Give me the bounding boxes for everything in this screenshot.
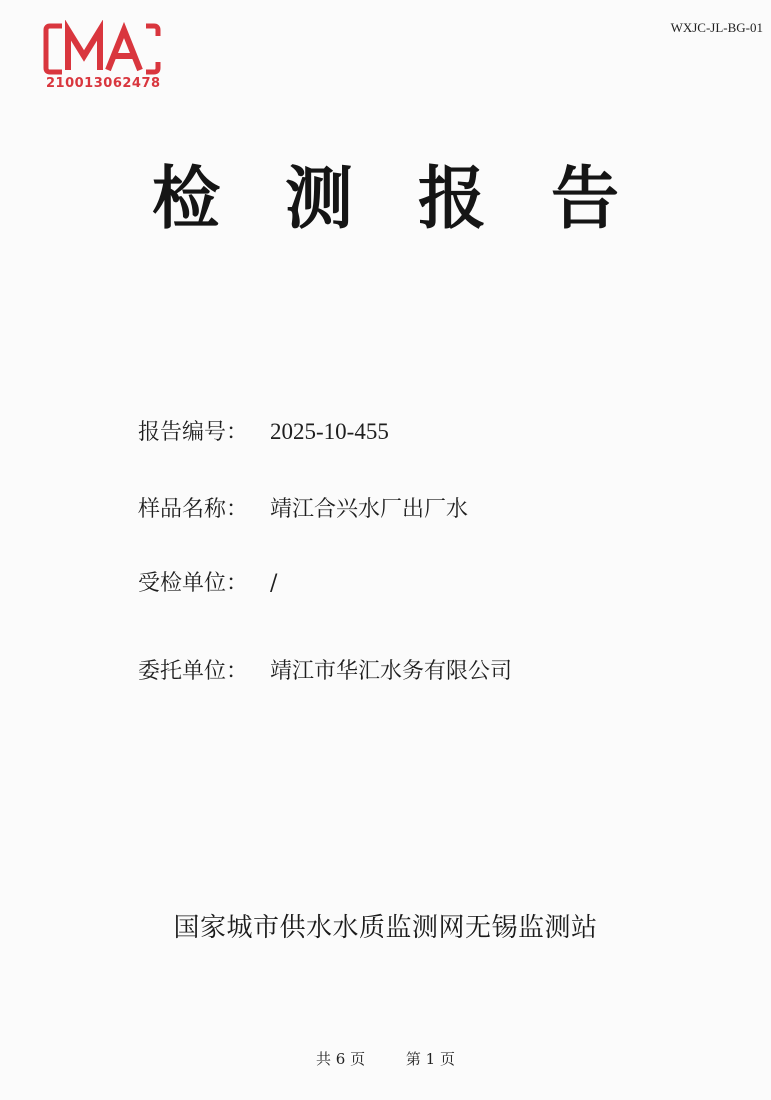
report-title [0,145,771,242]
client-unit-value: 靖江市华汇水务有限公司 [270,659,513,684]
page-current: 第 1 页 [405,1050,455,1068]
title-char: 告 [550,160,619,239]
title-char: 测 [284,160,353,239]
client-unit-label: 委托单位： [138,659,249,684]
cma-seal-logo [42,20,164,98]
page-indicator [0,1048,771,1069]
field-client-unit [138,654,512,685]
document-code: WXJC-JL-BG-01 [670,20,763,35]
report-no-value: 2025-10-455 [270,419,389,444]
field-sample-name [138,492,468,523]
sample-name-label: 样品名称： [138,497,249,522]
report-no-label: 报告编号： [138,420,249,445]
inspected-unit-value: / [270,571,278,596]
title-char: 报 [417,160,486,239]
sample-name-value: 靖江合兴水厂出厂水 [270,497,469,522]
inspected-unit-label: 受检单位： [138,571,249,596]
title-char: 检 [151,160,220,239]
organization-name: 国家城市供水水质监测网无锡监测站 [173,913,598,943]
field-inspected-unit [138,566,277,597]
page-total: 共 6 页 [316,1050,366,1068]
cma-number: 210013062478 [46,76,161,91]
field-report-no [138,415,389,446]
